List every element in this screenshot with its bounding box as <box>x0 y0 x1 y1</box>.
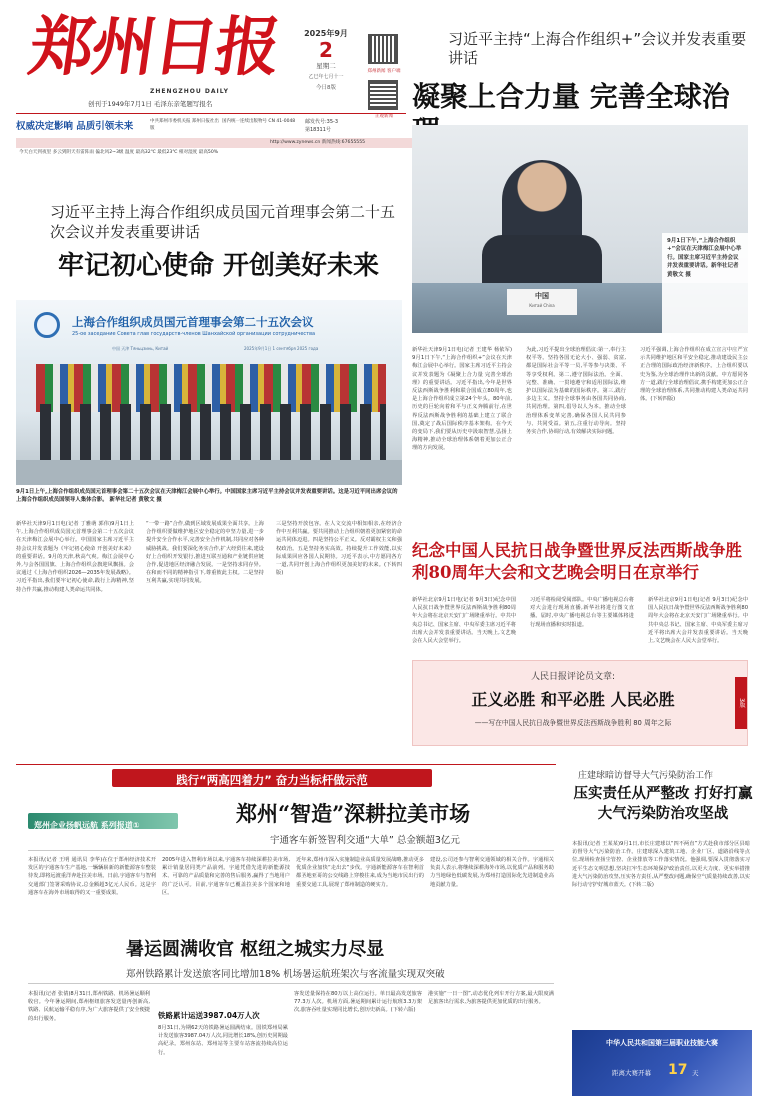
skills-ad[interactable] <box>572 1030 752 1096</box>
lead-body-1: 新华社天津9月1日电(记者 王建华 杨依军)9月1日下午,“上海合作组织+”会议在天津梅江会展中心举行。国家主席习近平主持会议并发表题为《凝聚上合力量 完善全球治理》的重要讲话。习近平指出,今年是世界反法西斯战争胜利和联合国成立80周年,也是上海合作组织成立第24个年头。80年前,历史的巨轮向着和平与正义奔腾前行,在世界反法西斯战争胜利的基础上建立了联合国,奠定了战后国际秩序基本架构。在今天的变局下,我们要从历史中汲取智慧,弘扬上海精神,推动全球治理体系朝着更加公正合理的方向发展。 <box>412 347 512 452</box>
sco-body-2: “一带一路”合作,做到区域发展成果全面共享。上海合作组织要做维护地区安全稳定的中坚力量,进一步提升安全合作水平,完善安全合作机制,共同应对各种威胁挑战。我们要深化务实合作,扩大经贸往来,建设好上合组织开发银行,推进互联互通和产业链供应链合作,促进地区经济融合发展。一是坚持求同存异。在和而不同的精神指引下,尊重彼此主权。二是坚持互利共赢,实现共同发展。 <box>146 521 264 585</box>
lead-headline[interactable]: 凝聚上合力量 完善全球治 <box>412 80 730 113</box>
ad-unit: 天 <box>692 1069 699 1077</box>
rail-body-3: 客发送量保持在80万以上高位运行。单日最高发送旅客77.3万人次。机场方面,暑运期间累计运行航班3.3万架次,旅客吞吐量实现同比增长,创历史新高。(下转六版) <box>294 991 422 1014</box>
editorial-kicker: 人民日报评论员文章: <box>530 672 616 682</box>
editorial-page-tag: 3版 <box>735 677 747 729</box>
section-banner-text: 践行“两高四着力” 奋力当标杆做示范 <box>176 773 368 787</box>
qr-label-2: 正观新闻 <box>375 114 393 119</box>
pollution-kicker: 庄建球暗访督导大气污染防治工作 <box>578 771 714 781</box>
lunar-date: 乙巳年七月十一 <box>308 74 344 80</box>
zz-headline[interactable]: 郑州“智造”深耕拉美市场 <box>236 801 471 826</box>
sco-headline[interactable]: 牢记初心使命 开创美好未来 <box>58 251 380 281</box>
sco-banner-city: 中国 天津 Тяньцзинь, Китай <box>112 346 169 351</box>
stage-floor <box>16 460 402 485</box>
commem-body-2: 习近平将检阅受阅部队。中央广播电视总台将对大会进行现场直播,新华社将进行图文直播。届时,中央广播电视总台等主要媒体将进行现场直播和实时报道。 <box>530 597 634 628</box>
website[interactable]: http://www.zynews.cn 新闻热线:67655555 <box>270 138 412 148</box>
ad-days: 17 <box>668 1062 688 1078</box>
rail-body-1: 本报讯(记者 张倩)8月31日,郑州铁路、机场暑运顺利收官。今年暑运期间,郑州枢纽旅客发送量再创新高,铁路、民航运输平稳有序,为广大旅客提供了安全便捷的出行服务。 <box>28 991 150 1022</box>
masthead-founded: 创刊于1949年7月1日 毛泽东亲笔题写报名 <box>88 100 213 108</box>
sco-kicker: 习近平主持上海合作组织成员国元首理事会第二十五次会议并发表重要讲话 <box>50 203 396 241</box>
date-year: 2025年9月 <box>304 29 348 38</box>
lead-body-3: 习近平强调,上海合作组织在成立宣言中庄严宣示共同维护地区和平安全稳定,推动建设民主公正合理的国际政治经济新秩序。上合组织要以史为鉴,为全球治理作出新的贡献。中方愿同各方一道,践行全球治理倡议,携手构建更加公正合理的全球治理体系,共同推动构建人类命运共同体。(下转四版) <box>640 347 748 403</box>
sco-banner-ru: 25-ое заседание Совета глав государств-членов Шанхайской организации сотрудничества <box>72 331 316 337</box>
date-block <box>298 28 354 91</box>
series-badge-text: 郑州企业扬帆远航 系列报道① <box>34 821 140 830</box>
nameplate-text: 中国 <box>535 292 549 300</box>
post-code: 邮发代号:35-3 <box>305 119 339 125</box>
leaders-row <box>36 404 386 462</box>
sco-body-1: 新华社天津9月1日电(记者 丁雅萌 郭伟)9月1日上午,上海合作组织成员国元首理事会第二十五次会议在天津梅江会展中心举行。中国国家主席习近平主持会议并发表题为《牢记初心使命 开创美好未来》的重要讲话。9月的天津,秋高气爽。梅江会展中心外,与会各国国旗、上海合作组织会旗迎风飘扬。会议通过《上海合作组织2026—2035年发展战略》。习近平指出,我们要牢记初心使命,践行上海精神,坚持合作共赢,推动构建人类命运共同体。 <box>16 521 134 593</box>
qr-label: 郑州新闻 客户端 <box>367 69 401 74</box>
publisher: 中共郑州市委机关报 郑州日报社出版 <box>150 119 219 131</box>
editorial-box[interactable] <box>412 660 748 746</box>
masthead-title: 郑州日报 <box>24 10 284 85</box>
cn-number: 国内统一连续出版物号 CN 41-0048 <box>222 119 296 124</box>
zz-body-3: 近年来,郑州市深入实施制造业高质量发展战略,推动更多优质企业加快“走出去”步伐。宇通新能源客车在智利首都圣地亚哥的公交线路上穿梭往来,成为当地市民出行的重要交通工具,展现了郑州制造的硬实力。 <box>296 857 424 888</box>
rail-subhead: 郑州铁路累计发送旅客同比增加18% 机场暑运航班架次与客流量实现双突破 <box>126 969 445 980</box>
sco-body-3: 三是坚持开放包容。在人文交流中相知相亲,在经济合作中互利共赢。要共同推动上合组织朝着更加紧密的命运共同体迈进。四是坚持公平正义。反对霸权主义和强权政治。五是坚持务实高效。持续提升工作效能,以实际成果回应各国人民期待。习近平表示,中方愿同各方一道,共同开创上海合作组织更加美好的未来。(下转四版) <box>276 521 402 577</box>
series-badge <box>28 813 178 829</box>
lead-photo-caption: 9月1日下午,“上海合作组织+”会议在天津梅江会展中心举行。国家主席习近平主持会议并发表重要讲话。新华社记者 黄敬文 摄 <box>667 238 742 278</box>
zz-subhead: 宇通客车新签智利交通“大单” 总金额超3亿元 <box>270 835 460 846</box>
ad-title: 中华人民共和国第三届职业技能大赛 <box>606 1039 718 1047</box>
sco-caption: 9月1日上午,上海合作组织成员国元首理事会第二十五次会议在天津梅江会展中心举行。中国国家主席习近平主持会议并发表重要讲话。这是习近平同出席会议的上海合作组织成员国领导人集体合影。 新华社记者 黄敬文 摄 <box>16 489 398 504</box>
pollution-body: 本报讯(记者 王某某)9月1日,市长庄建球以“四不两直”方式赴我市部分区县暗访督导大气污染防治工作。庄建球深入建筑工地、企业厂区、道路沿线等点位,现场检查扬尘管控、企业排放等工作落实情况。他强调,要深入贯彻落实习近平生态文明思想,坚决扛牢生态环境保护政治责任,以更大力度、更实举措推进大气污染防治攻坚,压实各方责任,从严整改问题,确保空气质量持续改善,以实际行动守护好城市蓝天。(下转二版) <box>572 841 750 889</box>
weekday: 星期二 <box>316 62 336 70</box>
page-count: 今日8版 <box>316 85 336 91</box>
sco-banner-date: 2025年9月1日 1 сентября 2025 года <box>244 346 319 351</box>
commem-headline[interactable]: 纪念中国人民抗日战争暨世界反法西斯战争胜利80周年大会和文艺晚会明日在京举行 <box>412 541 742 582</box>
editorial-title: 正义必胜 和平必胜 人民必胜 <box>471 690 675 709</box>
zz-body-1: 本报讯(记者 王明 通讯员 李华)在位于郑州经济技术开发区的宇通客车生产基地,一辆辆崭新的新能源客车整装待发,即将远渡重洋奔赴拉美市场。日前,宇通客车与智利交通部门签署采购协议,总金额超3亿元人民币。这是宇通客车在海外市场取得的又一重要成果。 <box>28 857 156 896</box>
qr-code[interactable] <box>368 34 398 64</box>
qr-code-2[interactable] <box>368 80 398 110</box>
section-banner <box>112 769 432 787</box>
nameplate <box>507 289 577 315</box>
sco-logo-icon <box>34 312 60 338</box>
date-day: 2 <box>319 38 333 62</box>
issue-number: 第18311号 <box>305 127 331 133</box>
ad-sub: 距离大赛开幕 <box>612 1069 651 1077</box>
masthead-pinyin: ZHENGZHOU DAILY <box>150 88 229 95</box>
lead-kicker: 习近平主持“上海合作组织+”会议并发表重要讲话 <box>448 30 747 67</box>
rail-stat: 铁路累计运送3987.04万人次 <box>158 1011 260 1020</box>
lead-photo <box>412 125 748 333</box>
photo-caption-box <box>662 233 748 333</box>
lead-body-2: 为此,习近平提出全球治理倡议:第一,奉行主权平等。坚持各国无论大小、强弱、贫富,都是国际社会平等一员,平等参与决策、平等享受权利。第二,遵守国际法治。全面、完整、准确、一贯地遵守和适用国际法,维护以国际法为基础的国际秩序。第三,践行多边主义。坚持全球事务由各国共同协商,共同治理。第四,倡导以人为本。推动全球治理体系变革完善,确保各国人民共同参与、共同受益。第五,注重行动导向。坚持务实合作,协调行动,有效解决实际问题。 <box>526 347 626 436</box>
rail-headline[interactable]: 暑运圆满收官 枢纽之城实力尽显 <box>126 939 385 960</box>
pollution-headline[interactable]: 压实责任从严整改 打好打赢大气污染防治攻坚战 <box>573 785 753 822</box>
weather-text: 今天白天到夜里 多云到阴天有雷阵雨 偏北风2~3级 温度 最高32℃ 最低23℃ 相对湿度 最高50% <box>19 150 219 155</box>
slogan: 权威决定影响 品质引领未来 <box>16 121 134 132</box>
editorial-subtitle: ——写在中国人民抗日战争暨世界反法西斯战争胜利 80 周年之际 <box>474 719 672 727</box>
zz-body-4: 建设,公司还参与智利交通领域的相关合作。宇通相关负责人表示,将继续深耕海外市场,以优质产品和服务助力当地绿色低碳发展,为郑州打造国际化先进制造业高地贡献力量。 <box>430 857 554 888</box>
sco-banner <box>16 300 402 360</box>
rail-body-4: 港实施“一日一图”,动态优化列车开行方案,最大限度满足旅客出行需求,为旅客提供更加优质的出行服务。 <box>428 991 554 1006</box>
sco-banner-cn: 上海合作组织成员国元首理事会第二十五次会议 <box>72 315 314 329</box>
nameplate-sub: Китай China <box>529 303 555 308</box>
sco-photo <box>16 300 402 485</box>
commem-body-1: 新华社北京9月1日电(记者 9月3日)纪念中国人民抗日战争暨世界反法西斯战争胜利80周年大会将在北京天安门广场隆重举行。中共中央总书记、国家主席、中央军委主席习近平将出席大会并发表重要讲话。当天晚上,文艺晚会在人民大会堂举行。 <box>412 597 516 645</box>
commem-body-3: 新华社北京9月1日电(记者 9月3日)纪念中国人民抗日战争暨世界反法西斯战争胜利80周年大会将在北京天安门广场隆重举行。中共中央总书记、国家主席、中央军委主席习近平将出席大会并发表重要讲话。当天晚上,文艺晚会在人民大会堂举行。 <box>648 597 748 645</box>
rail-body-2: 8月31日,为期62天的铁路暑运圆满结束。国铁郑州局累计发送旅客3987.04万人次,同比增长18%,创历史同期最高纪录。郑州东站、郑州站等主要车站客流持续高位运行。 <box>158 1025 288 1056</box>
zz-body-2: 2005年进入智利市场以来,宇通客车持续深耕拉美市场,累计销量居同类产品前列。宇通凭借先进的新能源技术、可靠的产品质量和完善的售后服务,赢得了当地用户的广泛认可。目前,宇通客车已覆盖拉美多个国家和地区。 <box>162 857 290 896</box>
